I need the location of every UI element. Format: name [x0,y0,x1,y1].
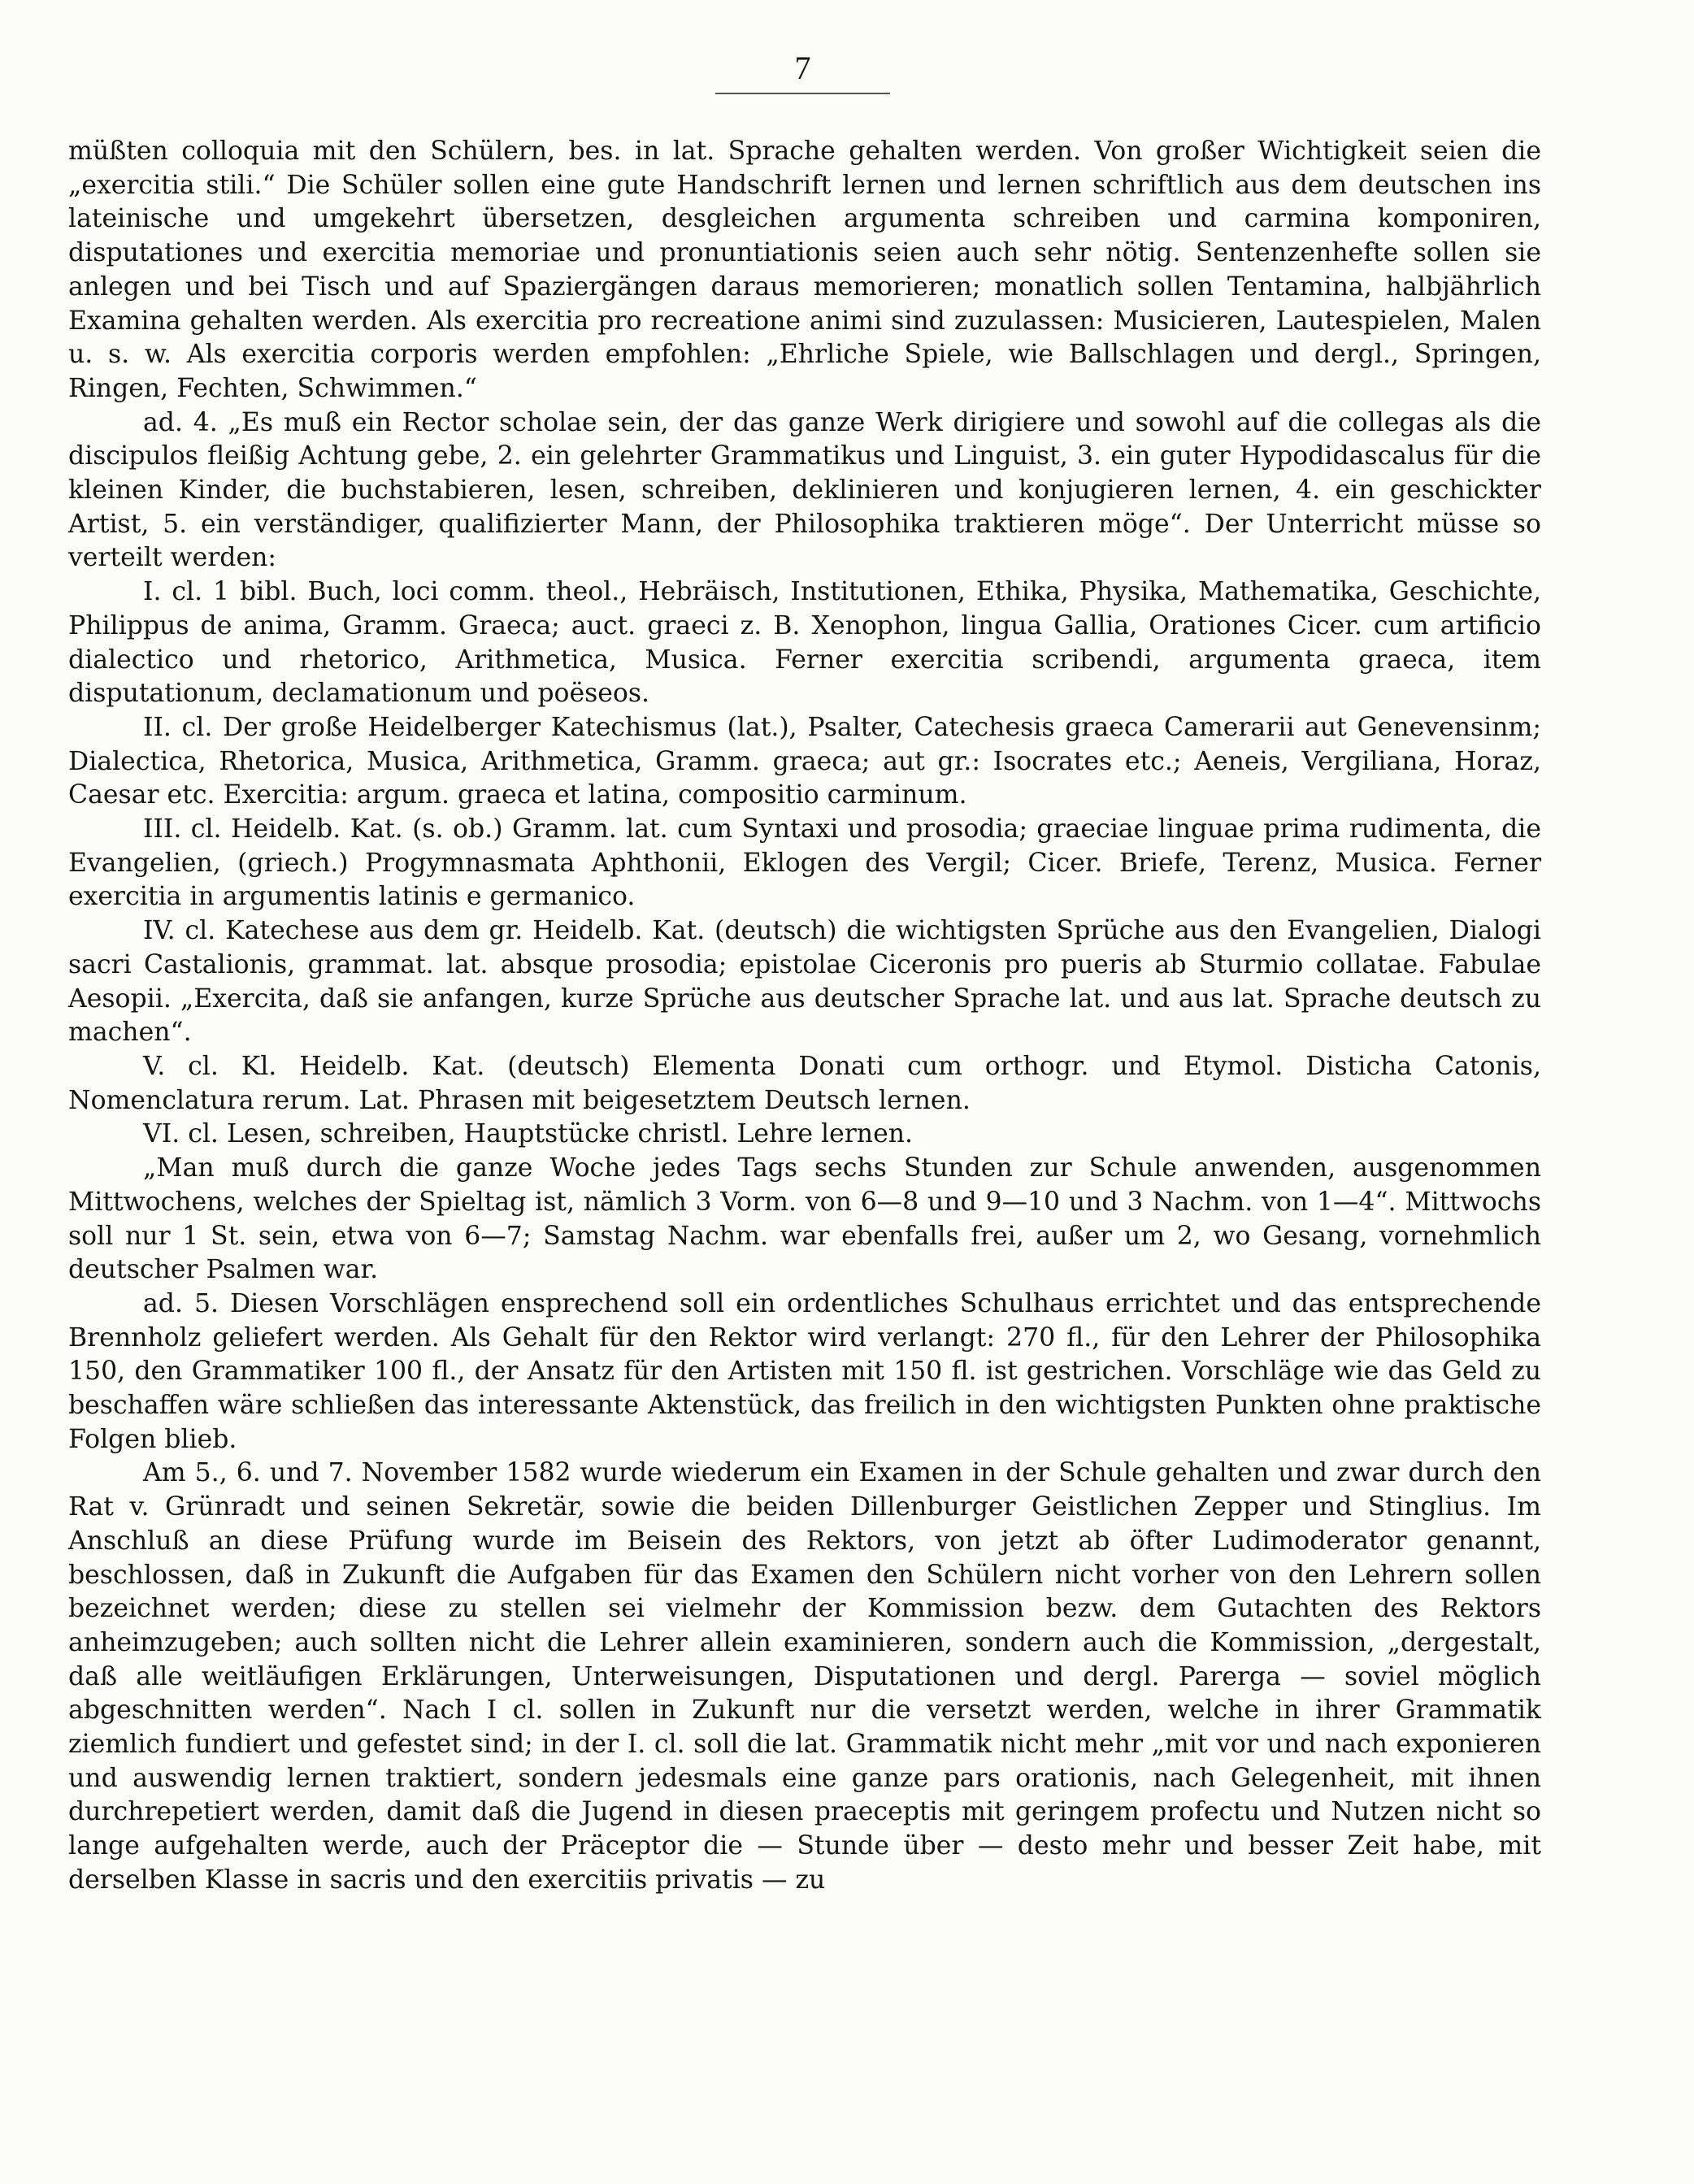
paragraph-intro: müßten colloquia mit den Schülern, bes. in lat. Sprache gehalten werden. Von großer Wichtigkeit seien die „exercitia stili.“ Die Schüler sollen eine gute Handschrift lernen und lernen schriftlich aus dem deutschen ins lateinische und umgekehrt übersetzen, desgleichen argumenta schreiben und carmina komponiren, disputationes und exercitia memoriae und pronuntiationis seien auch sehr nötig. Sentenzenhefte sollen sie anlegen und bei Tisch und auf Spaziergängen daraus memorieren; monatlich sollen Tentamina, halbjährlich Examina gehalten werden. Als exercitia pro recreatione animi sind zuzulassen: Musicieren, Lautespielen, Malen u. s. w. Als exercitia corporis werden empfohlen: „Ehrliche Spiele, wie Ballschlagen und dergl., Springen, Ringen, Fechten, Schwimmen.“ [68,137,1541,403]
paragraph-schedule: „Man muß durch die ganze Woche jedes Tags sechs Stunden zur Schule anwenden, ausgenommen Mittwochens, welches der Spieltag ist, nämlich 3 Vorm. von 6—8 und 9—10 und 3 Nachm. von 1—4“. Mittwochs soll nur 1 St. sein, etwa von 6—7; Samstag Nachm. war ebenfalls frei, außer um 2, wo Gesang, vornehmlich deutscher Psalmen war. [68,1153,1541,1285]
paragraph-class-3: III. cl. Heidelb. Kat. (s. ob.) Gramm. lat. cum Syntaxi und prosodia; graeciae linguae prima rudimenta, die Evangelien, (griech.) Progymnasmata Aphthonii, Eklogen des Vergil; Cicer. Briefe, Terenz, Musica. Ferner exercitia in argumentis latinis e germanico. [68,814,1541,912]
paragraph-class-4: IV. cl. Katechese aus dem gr. Heidelb. Kat. (deutsch) die wichtigsten Sprüche aus den Evangelien, Dialogi sacri Castalionis, grammat. lat. absque prosodia; epistolae Ciceronis pro pueris ab Sturmio collatae. Fabulae Aesopii. „Exercita, daß sie anfangen, kurze Sprüche aus deutscher Sprache lat. und aus lat. Sprache deutsch zu machen“. [68,916,1541,1048]
paragraph-ad-4: ad. 4. „Es muß ein Rector scholae sein, der das ganze Werk dirigiere und sowohl auf die collegas als die discipulos fleißig Achtung gebe, 2. ein gelehrter Grammatikus und Linguist, 3. ein guter Hypodidascalus für die kleinen Kinder, die buchstabieren, lesen, schreiben, deklinieren und konjugieren lernen, 4. ein geschickter Artist, 5. ein verständiger, qualifizierter Mann, der Philosophika traktieren möge“. Der Unterricht müsse so verteilt werden: [68,407,1541,573]
header-rule [715,93,890,94]
paragraph-class-5: V. cl. Kl. Heidelb. Kat. (deutsch) Elementa Donati cum orthogr. und Etymol. Disticha Catonis, Nomenclatura rerum. Lat. Phrasen mit beigesetztem Deutsch lernen. [68,1051,1541,1115]
body-text [68,135,1541,1898]
paragraph-ad-5: ad. 5. Diesen Vorschlägen ensprechend soll ein ordentliches Schulhaus errichtet und das entsprechende Brennholz geliefert werden. Als Gehalt für den Rektor wird verlangt: 270 fl., für den Lehrer der Philosophika 150, den Grammatiker 100 fl., der Ansatz für den Artisten mit 150 fl. ist gestrichen. Vorschläge wie das Geld zu beschaffen wäre schließen das interessante Aktenstück, das freilich in den wichtigsten Punkten ohne praktische Folgen blieb. [68,1288,1541,1454]
paragraph-class-1: I. cl. 1 bibl. Buch, loci comm. theol., Hebräisch, Institutionen, Ethika, Physika, Mathematika, Geschichte, Philippus de anima, Gramm. Graeca; auct. graeci z. B. Xenophon, lingua Gallia, Orationes Cicer. cum artificio dialectico und rhetorico, Arithmetica, Musica. Ferner exercitia scribendi, argumenta graeca, item disputationum, declamationum und poëseos. [68,577,1541,709]
page-number: 7 [794,50,811,86]
paragraph-class-2: II. cl. Der große Heidelberger Katechismus (lat.), Psalter, Catechesis graeca Camerarii aut Genevensinm; Dialectica, Rhetorica, Musica, Arithmetica, Gramm. graeca; aut gr.: Isocrates etc.; Aeneis, Vergiliana, Horaz, Caesar etc. Exercitia: argum. graeca et latina, compositio carminum. [68,712,1541,810]
paragraph-class-6: VI. cl. Lesen, schreiben, Hauptstücke christl. Lehre lernen. [143,1119,914,1149]
paragraph-examen-1582: Am 5., 6. und 7. November 1582 wurde wiederum ein Examen in der Schule gehalten und zwar durch den Rat v. Grünradt und seinen Sekretär, sowie die beiden Dillenburger Geistlichen Zepper und Stinglius. Im Anschluß an diese Prüfung wurde im Beisein des Rektors, von jetzt ab öfter Ludimoderator genannt, beschlossen, daß in Zukunft die Aufgaben für das Examen den Schülern nicht vorher von den Lehrern sollen bezeichnet werden; diese zu stellen sei vielmehr der Kommission bezw. dem Gutachten des Rektors anheimzugeben; auch sollten nicht die Lehrer allein examinieren, sondern auch die Kommission, „dergestalt, daß alle weitläufigen Erklärungen, Unterweisungen, Disputationen und dergl. Parerga — soviel möglich abgeschnitten werden“. Nach I cl. sollen in Zukunft nur die versetzt werden, welche in ihrer Grammatik ziemlich fundiert und gefestet sind; in der I. cl. soll die lat. Grammatik nicht mehr „mit vor und nach exponieren und auswendig lernen traktiert, sondern jedesmals eine ganze pars orationis, nach Gelegenheit, mit ihnen durchrepetiert werden, damit daß die Jugend in diesen praeceptis mit geringem profectu und Nutzen nicht so lange aufgehalten werde, auch der Präceptor die — Stunde über — desto mehr und besser Zeit habe, mit derselben Klasse in sacris und den exercitiis privatis — zu [68,1458,1541,1895]
